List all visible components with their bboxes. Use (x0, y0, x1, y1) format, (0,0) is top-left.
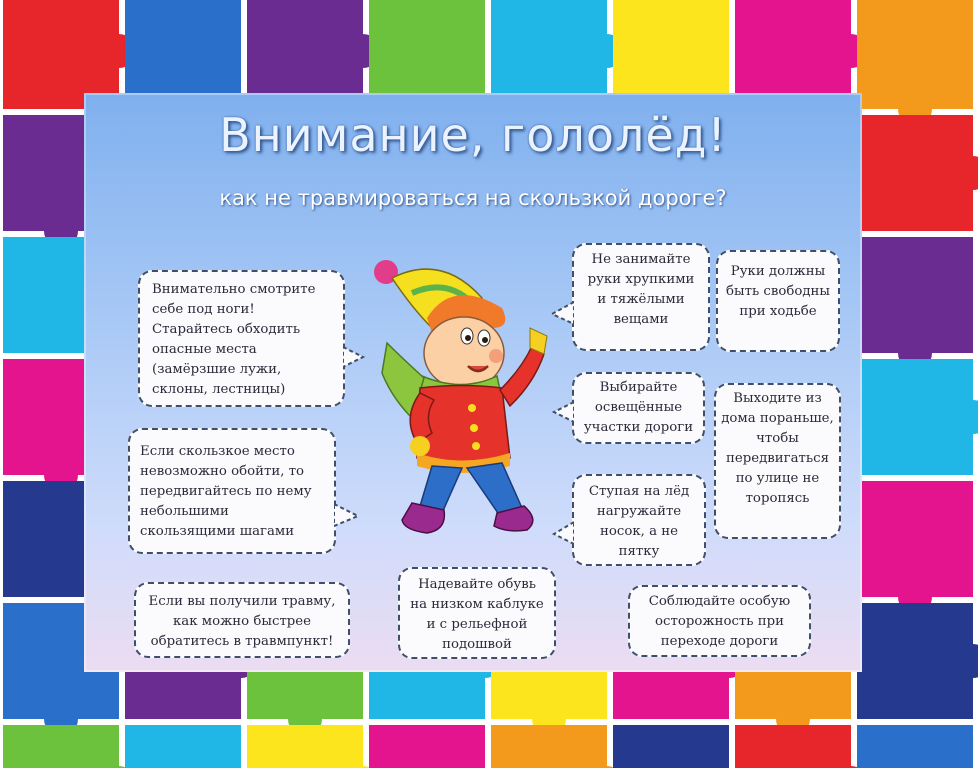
puzzle-piece (857, 237, 973, 353)
tip-careful-crossing (628, 585, 811, 657)
puzzle-piece (125, 725, 241, 768)
poster-subtitle: как не травмироваться на скользкой дороге? (219, 186, 727, 210)
tip-injury (134, 582, 350, 658)
puzzle-piece (735, 725, 851, 768)
tip-hands-free (716, 250, 840, 352)
tip-hands-busy (572, 243, 710, 351)
tip-slide-steps-text: Если скользкое место невозможно обойти, то передвигайтесь по нему небольшими скользящими шагами (140, 444, 312, 539)
bubble-tail (552, 520, 574, 546)
tip-hands-free-text: Руки должны быть свободны при ходьбе (726, 264, 830, 319)
tip-toe-step (572, 474, 706, 566)
tip-low-heel (398, 567, 556, 659)
bubble-tail (552, 400, 574, 424)
puzzle-piece (491, 725, 607, 768)
puzzle-piece (857, 481, 973, 597)
puzzle-piece (3, 725, 119, 768)
tip-low-heel-text: Надевайте обувь на низком каблуке и с рельефной подошвой (410, 577, 544, 652)
puzzle-piece (857, 725, 973, 768)
tip-lit-areas (572, 372, 705, 444)
bubble-tail (343, 345, 365, 369)
tip-careful-crossing-text: Соблюдайте особую осторожность при переходе дороги (648, 594, 791, 649)
bubble-tail (550, 300, 574, 326)
tip-look-down (138, 270, 345, 407)
puzzle-piece (857, 359, 973, 475)
tip-leave-early (714, 383, 841, 539)
tip-slide-steps (128, 428, 336, 554)
puzzle-piece (247, 725, 363, 768)
bubble-tail (334, 502, 360, 528)
tip-lit-areas-text: Выбирайте освещённые участки дороги (583, 380, 694, 435)
puzzle-piece (369, 725, 485, 768)
tip-leave-early-text: Выходите из дома пораньше, чтобы передвигаться по улице не торопясь (721, 391, 834, 506)
puzzle-piece (613, 725, 729, 768)
tip-toe-step-text: Ступая на лёд нагружайте носок, а не пятку (588, 484, 690, 559)
puzzle-piece (857, 115, 973, 231)
tip-look-down-text: Внимательно смотрите себе под ноги! Старайтесь обходить опасные места (замёрзшие лужи, склоны, лестницы) (152, 282, 316, 397)
tip-hands-busy-text: Не занимайте руки хрупкими и тяжёлыми вещами (587, 252, 695, 327)
puzzle-piece (857, 603, 973, 719)
poster-title: Внимание, гололёд! (219, 108, 727, 162)
tip-injury-text: Если вы получили травму, как можно быстрее обратитесь в травмпункт! (148, 594, 336, 649)
child-walking-icon (372, 258, 552, 548)
